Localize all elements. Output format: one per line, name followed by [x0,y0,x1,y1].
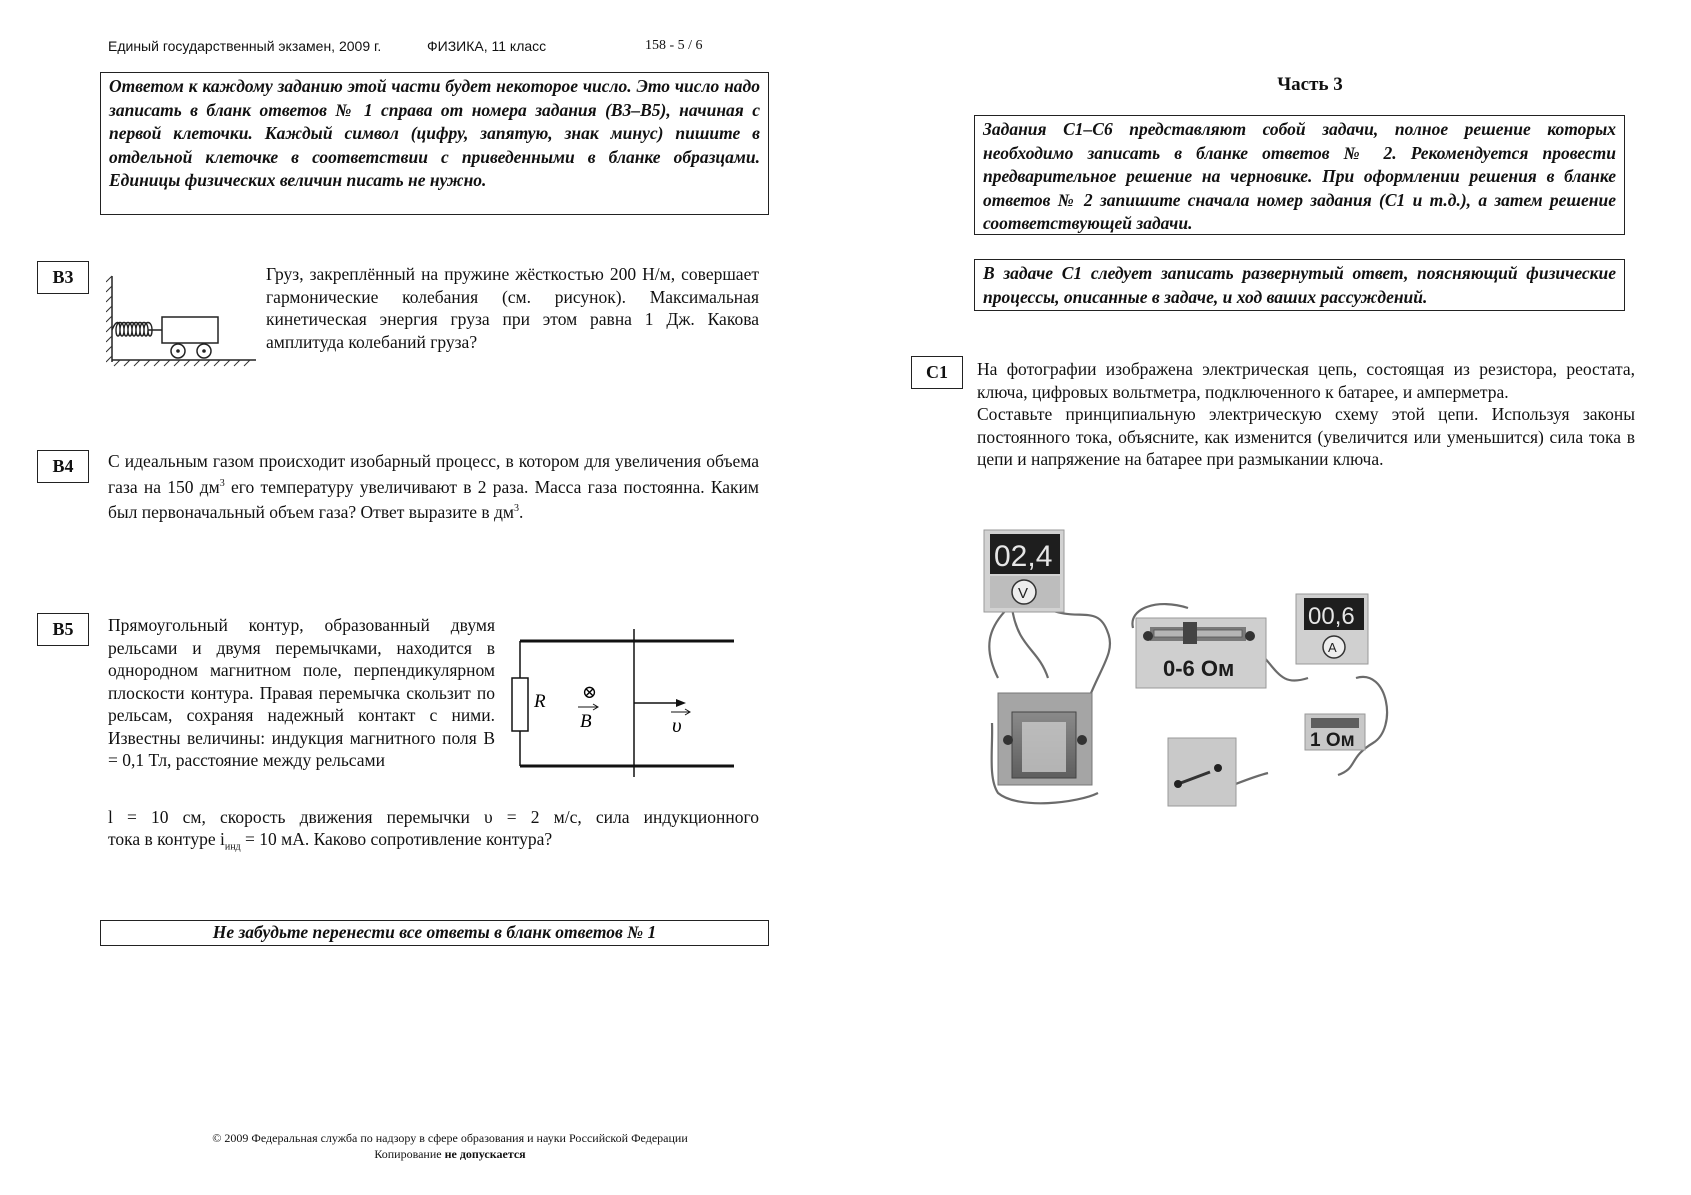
reminder-text: Не забудьте перенести все ответы в бланк ответов № 1 [212,922,657,942]
header-subject: ФИЗИКА, 11 класс [427,38,547,54]
task-label-c1: С1 [911,356,963,389]
instruction-text-c1: В задаче С1 следует записать развернутый ответ, поясняющий физические процессы, описанные в задаче, и ход ваших рассуждений. [983,263,1616,307]
footer-copyright: © 2009 Федеральная служба по надзору в сфере образования и науки Российской Федерации [212,1131,688,1145]
task-text-b5-line1: l = 10 см, скорость движения перемычки υ = 2 м/с, сила индукционного [108,807,759,827]
task-text-b5-wrapped: Прямоугольный контур, образованный двумя рельсами и двумя перемычками, находится в однородном магнитном поле, перпендикулярном плоскости контура. Правая перемычка скользит по рельсам, сохраняя надежный контакт с ними. Известны величины: индукция магнитного поля B = 0,1 Тл, расстояние между рельсами [108,615,495,770]
resistor-label: R [534,691,546,712]
instruction-box-part2 [100,72,769,215]
task-text-c1-part1: На фотографии изображена электрическая цепь, состоящая из резистора, реостата, ключа, цифровых вольтметра, подключенного к батарее, и амперметра. [977,359,1635,402]
rheostat-label: 0-6 Ом [1163,656,1235,681]
task-text-b4: С идеальным газом происходит изобарный процесс, в котором для увеличения объема газа на 150 $дм^3$ его температуру увеличивают в 2 раза. Масса газа постоянна. Каким был первоначальный объем газа? Ответ выразите в $дм^3$. [108,451,759,522]
header-page: 158 - 5 / 6 [645,38,703,53]
voltmeter-reading: 02,4 [994,540,1053,573]
ammeter-symbol: A [1328,640,1337,655]
resistor-label: 1 Ом [1310,730,1355,751]
task-label-b4: В4 [37,450,89,483]
instruction-text-part2: Ответом к каждому заданию этой части будет некоторое число. Это число надо записать в бланк ответов № 1 справа от номера задания (В3–В5), начиная с первой клеточки. Каждый символ (цифру, запятую, знак минус) пишите в отдельной клеточке в соответствии с приведенными в бланке образцами. Единицы физических величин писать не нужно. [109,76,760,190]
ammeter-reading: 00,6 [1308,603,1355,630]
footer-copying: Копирование не допускается [374,1147,526,1161]
voltmeter-symbol: V [1018,585,1029,602]
reminder-box [100,920,769,946]
task-text-c1 [977,358,1635,471]
task-text-b5-line2: тока в контуре $i_{инд} = 10$ мА. Каково сопротивление контура? [108,829,553,853]
velocity-label: υ [672,713,682,737]
part-title: Часть 3 [1277,74,1343,95]
field-label: B [580,711,592,732]
spring-cart-figure [106,268,258,368]
circuit-rails-figure [506,625,742,781]
instruction-text-part3: Задания С1–С6 представляют собой задачи, полное решение которых необходимо записать в бланке ответов № 2. Рекомендуется провести предварительное решение на черновике. При оформлении решения в бланке ответов № 2 запишите сначала номер задания (С1 и т.д.), а затем решение соответствующей задачи. [983,119,1616,233]
circuit-photo [978,528,1408,810]
task-text-b3: Груз, закреплённый на пружине жёсткостью 200 Н/м, совершает гармонические колебания (см. рисунок). Максимальная кинетическая энергия груза при этом равна 1 Дж. Какова амплитуда колебаний груза? [266,264,759,352]
task-label-b3: В3 [37,261,89,294]
cart-body [162,317,218,343]
field-direction-symbol: ⊗ [582,682,598,702]
resistor [512,678,528,731]
footer [150,1130,750,1162]
instruction-box-c1 [974,259,1625,311]
task-label-b5: В5 [37,613,89,646]
spring [112,323,162,337]
header-exam: Единый государственный экзамен, 2009 г. [108,38,382,54]
switch-body [1168,738,1236,806]
instruction-box-part3 [974,115,1625,235]
task-text-c1-part2: Составьте принципиальную электрическую схему этой цепи. Используя законы постоянного тока, объясните, как изменится (увеличится или уменьшится) сила тока в цепи и напряжение на батарее при размыкании ключа. [977,404,1635,469]
